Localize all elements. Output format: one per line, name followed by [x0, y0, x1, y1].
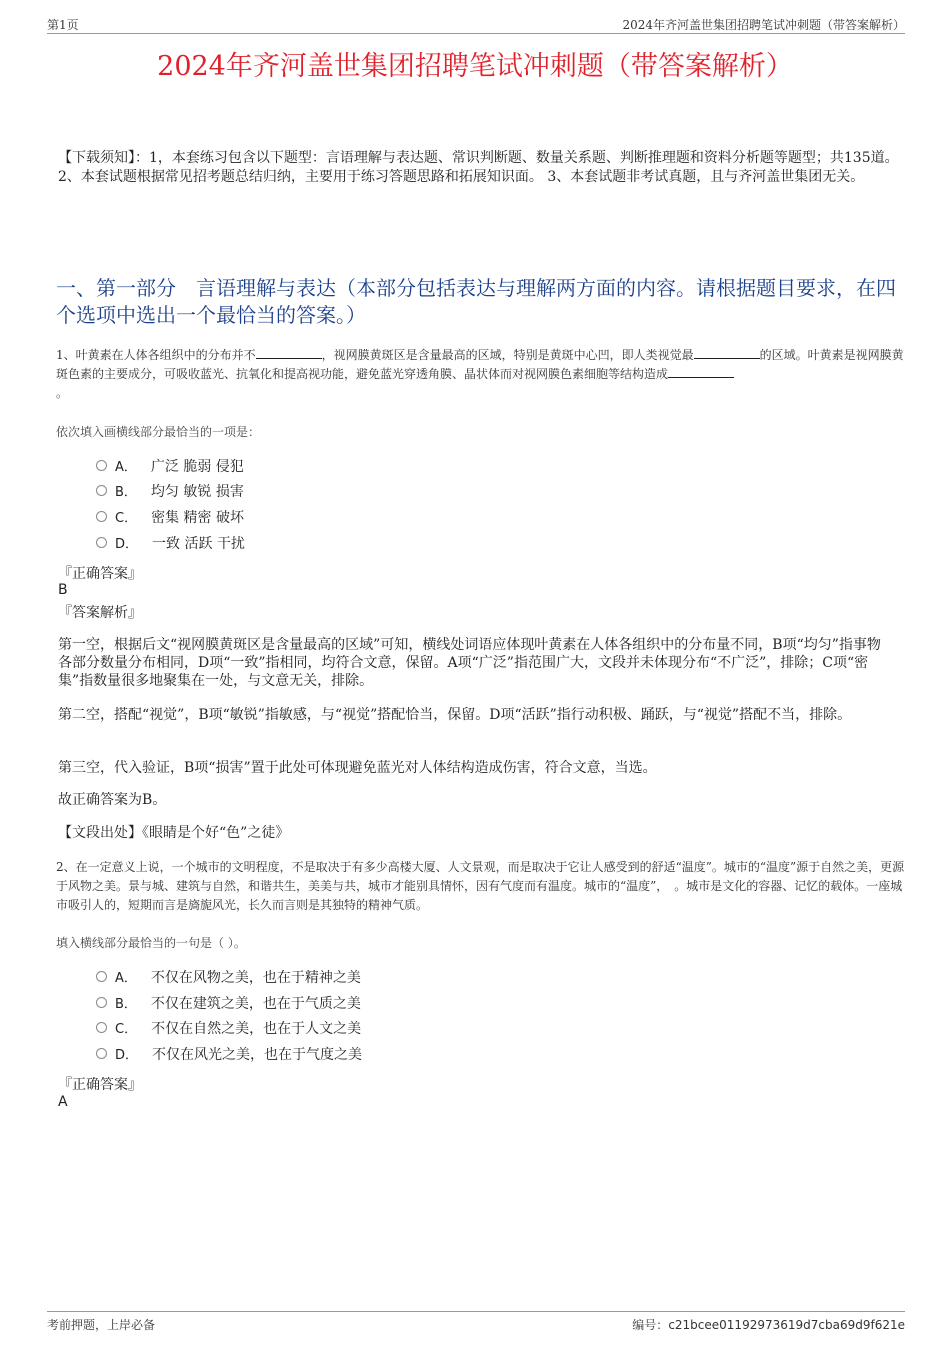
option-text: 不仅在自然之美，也在于人文之美: [151, 1021, 362, 1037]
q2-option-d[interactable]: [96, 1045, 362, 1065]
option-text: 不仅在建筑之美，也在于气质之美: [150, 996, 361, 1012]
option-text: 均匀 敏锐 损害: [150, 484, 244, 500]
page-header: [47, 14, 905, 34]
question-2-prompt: 填入横线部分最恰当的一句是（ ）。: [56, 936, 246, 950]
option-letter: C．: [115, 511, 138, 526]
section-title: 一、第一部分 言语理解与表达（本部分包括表达与理解两方面的内容。请根据题目要求，在四个选项中选出一个最恰当的答案。）: [56, 276, 896, 327]
radio-icon[interactable]: [96, 460, 107, 471]
option-letter: A．: [115, 971, 137, 986]
option-letter: D．: [115, 537, 139, 552]
blank-line: [256, 346, 322, 359]
q1-answer-label: 『正确答案』: [58, 566, 142, 582]
radio-icon[interactable]: [96, 971, 107, 982]
q1-answer: B: [58, 582, 68, 598]
radio-icon[interactable]: [96, 511, 107, 522]
q2-option-a[interactable]: [96, 968, 361, 988]
q1-analysis-label: 『答案解析』: [58, 605, 142, 621]
q2-answer: A: [58, 1094, 68, 1110]
question-2-text: 2、在一定意义上说，一个城市的文明程度，不是取决于有多少高楼大厦、人文景观，而是取决于它让人感受到的舒适“温度”。城市的“温度”源于自然之美，更源于风物之美。景与城、建筑与自然，和谐共生，美美与共，城市才能别具情怀，因有气度而有温度。城市的“温度”， 。城市是文化的容器、记忆的载体。一座城市吸引人的，短期而言是旖旎风光，长久而言则是其独特的精神气质。: [56, 860, 905, 912]
q1-option-a[interactable]: [96, 457, 244, 477]
q1-text-part: 1、叶黄素在人体各组织中的分布并不: [56, 348, 256, 362]
option-text: 不仅在风物之美，也在于精神之美: [150, 970, 361, 986]
option-text: 广泛 脆弱 侵犯: [150, 459, 244, 475]
q1-analysis-para-1: 第一空，根据后文“视网膜黄斑区是含量最高的区域”可知，横线处词语应体现叶黄素在人体各组织中的分布量不同，B项“均匀”指事物各部分数量分布相同，D项“一致”指相同，均符合文意，保留。A项“广泛”指范围广大，文段并未体现分布“不广泛”，排除；C项“密集”指数量很多地聚集在一处，与文意无关，排除。: [58, 637, 881, 689]
radio-icon[interactable]: [96, 1048, 107, 1059]
q1-option-d[interactable]: [96, 534, 245, 554]
page-footer: [47, 1311, 905, 1332]
page-title: 2024年齐河盖世集团招聘笔试冲刺题（带答案解析）: [157, 51, 793, 82]
radio-icon[interactable]: [96, 537, 107, 548]
option-letter: B．: [115, 997, 137, 1012]
page-number: 第1页: [47, 18, 79, 32]
q2-option-b[interactable]: [96, 994, 361, 1014]
question-1-text: [56, 346, 906, 403]
header-doc-title: 2024年齐河盖世集团招聘笔试冲刺题（带答案解析）: [622, 18, 905, 32]
blank-line: [694, 346, 760, 359]
option-letter: A．: [115, 460, 137, 475]
blank-line: [668, 365, 734, 378]
option-text: 不仅在风光之美，也在于气度之美: [152, 1047, 363, 1063]
q1-analysis-para-4: 故正确答案为B。: [58, 792, 167, 808]
footer-code-label: 编号：: [632, 1318, 669, 1332]
question-1-prompt: 依次填入画横线部分最恰当的一项是：: [56, 425, 261, 439]
q1-source: 【文段出处】《眼睛是个好“色”之徒》: [58, 825, 290, 841]
radio-icon[interactable]: [96, 485, 107, 496]
radio-icon[interactable]: [96, 1022, 107, 1033]
q1-text-part: 的区域。叶黄素是视网膜黄斑色素的主要成分，可吸收蓝光、抗氧化和提高视功能，避免蓝光穿透角膜、晶状体而对视网膜色素细胞等结构造成: [56, 348, 904, 381]
option-letter: B．: [115, 485, 137, 500]
option-letter: D．: [115, 1048, 139, 1063]
download-notice: 【下载须知】：1，本套练习包含以下题型：言语理解与表达题、常识判断题、数量关系题、判断推理题和资料分析题等题型；共135道。 2、本套试题根据常见招考题总结归纳，主要用于练习答题思路和拓展知识面。 3、本套试题非考试真题，且与齐河盖世集团无关。: [58, 150, 899, 185]
q1-option-c[interactable]: [96, 508, 244, 528]
q2-answer-label: 『正确答案』: [58, 1077, 142, 1093]
q1-text-part: ，视网膜黄斑区是含量最高的区域，特别是黄斑中心凹，即人类视觉最: [321, 348, 694, 362]
q1-analysis-para-3: 第三空，代入验证，B项“损害”置于此处可体现避免蓝光对人体结构造成伤害，符合文意，当选。: [58, 760, 657, 776]
radio-icon[interactable]: [96, 997, 107, 1008]
footer-code-value: c21bcee01192973619d7cba69d9f621e: [668, 1318, 905, 1332]
option-text: 密集 精密 破坏: [151, 510, 244, 526]
q1-option-b[interactable]: [96, 482, 244, 502]
q2-option-c[interactable]: [96, 1019, 361, 1039]
option-text: 一致 活跃 干扰: [152, 536, 245, 552]
footer-code: [632, 1316, 905, 1333]
option-letter: C．: [115, 1022, 138, 1037]
q1-analysis-para-2: 第二空，搭配“视觉”，B项“敏锐”指敏感，与“视觉”搭配恰当，保留。D项“活跃”指行动积极、踊跃，与“视觉”搭配不当，排除。: [58, 707, 852, 723]
q1-text-part: 。: [56, 386, 69, 400]
footer-slogan: 考前押题，上岸必备: [47, 1318, 156, 1332]
